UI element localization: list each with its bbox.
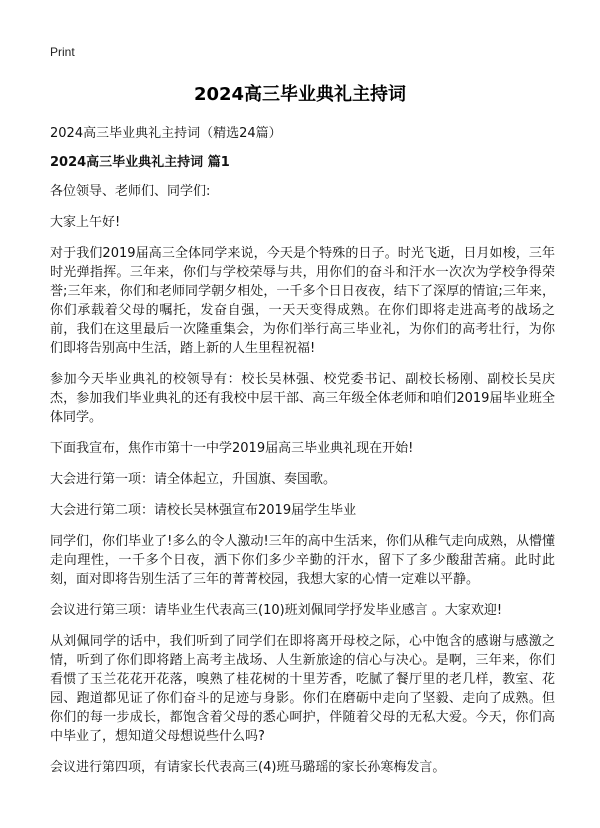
document-subtitle: 2024高三毕业典礼主持词（精选24篇） <box>50 126 282 141</box>
section-heading: 2024高三毕业典礼主持词 篇1 <box>50 155 230 170</box>
body-paragraph: 大会进行第二项：请校长吴林强宣布2019届学生毕业 <box>50 503 357 518</box>
body-paragraph: 会议进行第四项，有请家长代表高三(4)班马璐瑶的家长孙寒梅发言。 <box>50 760 446 775</box>
document-title: 2024高三毕业典礼主持词 <box>193 84 407 105</box>
body-paragraph: 大会进行第一项：请全体起立，升国旗、奏国歌。 <box>50 472 337 487</box>
body-paragraph: 同学们，你们毕业了!多么的令人激动!三年的高中生活来，你们从稚气走向成熟，从懵懂走向理性，一千多个日夜，洒下你们多少辛勤的汗水，留下了多少酸甜苦痛。此时此刻，面对即将告别生活了三年的菁菁校园，我想大家的心情一定难以平静。 <box>50 534 555 587</box>
salutation-paragraph: 大家上午好! <box>50 215 121 230</box>
body-paragraph: 下面我宣布，焦作市第十一中学2019届高三毕业典礼现在开始! <box>50 441 414 456</box>
body-paragraph: 会议进行第三项：请毕业生代表高三(10)班刘佩同学抒发毕业感言 。大家欢迎! <box>50 603 503 618</box>
body-paragraph: 从刘佩同学的话中，我们听到了同学们在即将离开母校之际，心中饱含的感谢与感激之情，听到了你们即将踏上高考主战场、人生新旅途的信心与决心。是啊，三年来，你们看惯了玉兰花花开花落，嗅熟了桂花树的十里芳香，吃腻了餐厅里的老几样，教室、花园、跑道都见证了你们奋斗的足迹与身影。你们在磨砺中走向了坚毅、走向了成熟。但你们的每一步成长，都饱含着父母的悉心呵护，伴随着父母的无私大爱。今天，你们高中毕业了，想知道父母想说些什么吗? <box>50 634 555 744</box>
greeting-paragraph: 各位领导、老师们、同学们: <box>50 184 211 199</box>
body-paragraph: 参加今天毕业典礼的校领导有：校长吴林强、校党委书记、副校长杨刚、副校长吴庆杰，参加我们毕业典礼的还有我校中层干部、高三年级全体老师和咱们2019届毕业班全体同学。 <box>50 372 555 425</box>
print-link[interactable]: Print <box>50 45 75 59</box>
body-paragraph: 对于我们2019届高三全体同学来说，今天是个特殊的日子。时光飞逝，日月如梭，三年时光弹指挥。三年来，你们与学校荣辱与共，用你们的奋斗和汗水一次次为学校争得荣誉;三年来，你们和老师同学朝夕相处，一千多个日日夜夜，结下了深厚的情谊;三年来，你们承载着父母的嘱托，发奋自强，一天天变得成熟。在你们即将走进高考的战场之前，我们在这里最后一次隆重集会，为你们举行高三毕业礼，为你们的高考壮行，为你们即将告别高中生活，踏上新的人生里程祝福! <box>50 246 555 356</box>
document-body <box>50 182 555 789</box>
